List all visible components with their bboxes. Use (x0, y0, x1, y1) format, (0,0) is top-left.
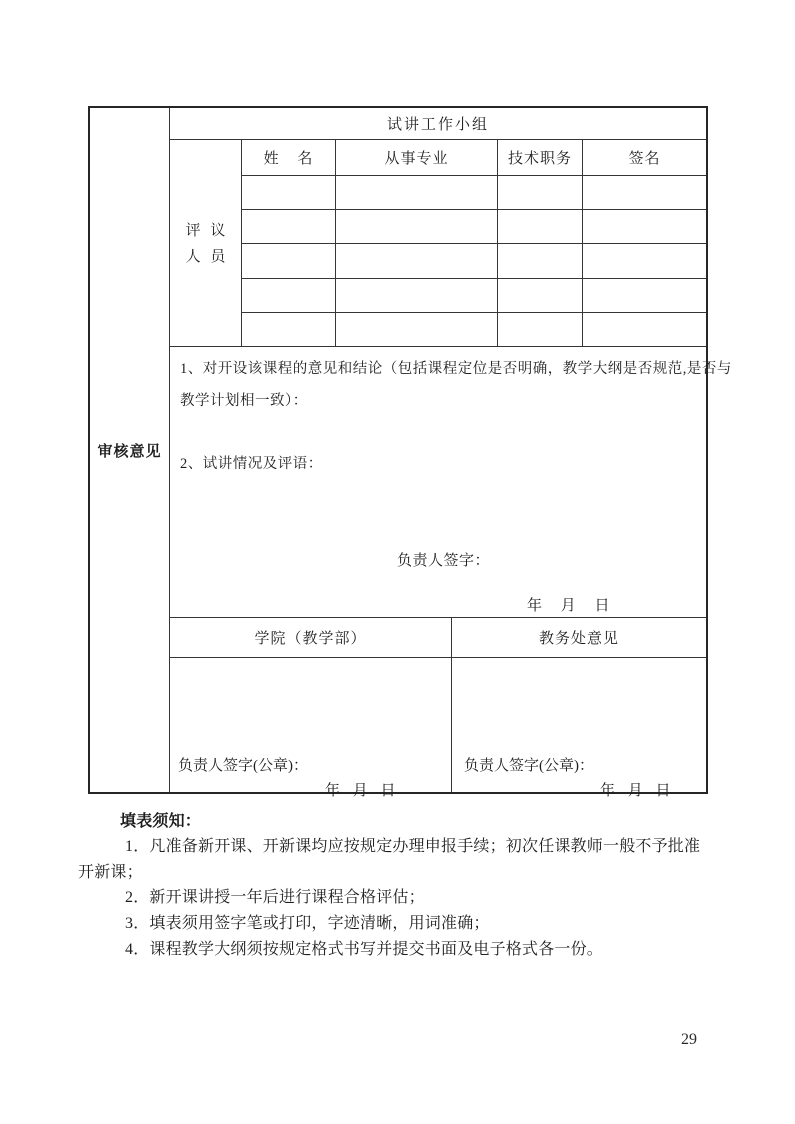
notes-item1-line2: 开新课； (78, 864, 143, 881)
approval-form-table (88, 106, 732, 799)
page-number: 29 (681, 1031, 697, 1048)
opinion-signer-label: 负责人签字： (397, 553, 491, 569)
panelist-cell (242, 176, 336, 210)
approval-headers-row (170, 618, 706, 658)
panelist-cell (498, 279, 583, 313)
panelists-label-line2: 人 员 (185, 248, 226, 265)
panelist-cell (336, 279, 498, 313)
panelist-cell (498, 244, 583, 278)
office-date-placeholder: 年 月 日 (600, 783, 671, 799)
column-header-title: 技术职务 (498, 140, 583, 176)
panelist-cell (336, 313, 498, 347)
panelist-cell (583, 279, 706, 313)
college-header-label: 学院（教学部） (254, 631, 367, 647)
college-header-cell (170, 618, 452, 657)
column-header-specialty: 从事专业 (336, 140, 498, 176)
review-opinion-header-cell (90, 108, 170, 792)
panelists-label-cell (170, 140, 242, 347)
notes-item3: 3．填表须用签字笔或打印，字迹清晰，用词准确； (125, 915, 490, 932)
review-opinion-label: 审核意见 (97, 443, 162, 460)
panelist-cell (498, 176, 583, 210)
panelist-cell (336, 210, 498, 244)
opinion-item2: 2、试讲情况及评语： (180, 456, 323, 472)
approval-signature-row (170, 658, 706, 799)
panelist-cell (242, 244, 336, 278)
office-signer-label: 负责人签字(公章)： (464, 758, 594, 774)
column-header-signature: 签名 (583, 140, 706, 176)
college-signer-label: 负责人签字(公章)： (178, 758, 308, 774)
notes-item4: 4．课程教学大纲须按规定格式书写并提交书面及电子格式各一份。 (125, 941, 604, 958)
notes-item1-line1: 1．凡准备新开课、开新课均应按规定办理申报手续；初次任课教师一般不予批准 (125, 838, 701, 855)
opinion-item1-line2: 教学计划相一致）： (180, 393, 308, 409)
notes-title: 填表须知： (120, 813, 202, 830)
form-right-area (170, 108, 732, 799)
academic-office-signature-cell (452, 658, 706, 799)
panelist-cell (242, 210, 336, 244)
panelist-cell (336, 176, 498, 210)
panelist-cell (498, 210, 583, 244)
panelist-cell (242, 279, 336, 313)
college-signature-cell (170, 658, 452, 799)
panelist-cell (336, 244, 498, 278)
column-header-name: 姓 名 (242, 140, 336, 176)
trial-group-title: 试讲工作小组 (386, 117, 489, 133)
panelists-section (170, 140, 706, 347)
panelist-cell (583, 313, 706, 347)
review-opinion-section (170, 347, 732, 618)
notes-item2: 2．新开课讲授一年后进行课程合格评估； (125, 889, 425, 906)
panelists-table (242, 140, 706, 347)
panelist-cell (583, 210, 706, 244)
opinion-date-placeholder: 年 月 日 (527, 598, 611, 614)
panelists-label-line1: 评 议 (185, 222, 226, 239)
academic-office-header-cell (452, 618, 706, 657)
panelist-cell (583, 244, 706, 278)
opinion-item1-line1: 1、对开设该课程的意见和结论（包括课程定位是否明确，教学大纲是否规范,是否与 (180, 361, 732, 377)
panelist-cell (583, 176, 706, 210)
college-date-placeholder: 年 月 日 (325, 783, 396, 799)
trial-group-header-row (170, 108, 706, 140)
panelist-cell (498, 313, 583, 347)
academic-office-header-label: 教务处意见 (538, 631, 619, 647)
panelist-cell (242, 313, 336, 347)
